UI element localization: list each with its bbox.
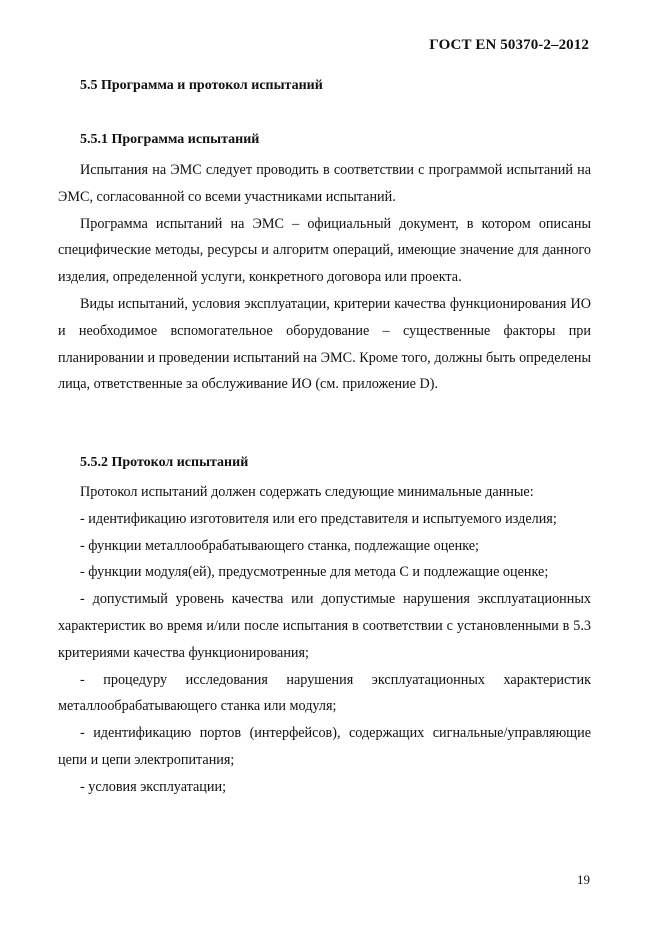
subsection-title-protocol: 5.5.2 Протокол испытаний [80, 455, 249, 470]
list-item: - допустимый уровень качества или допустимые нарушения эксплуатационных характеристик во время и/или после испытания в соответствии с установленными в 5.3 критериями качества функционирования; [58, 591, 591, 661]
paragraph: Программа испытаний на ЭМС – официальный документ, в котором описаны специфические методы, ресурсы и алгоритм операций, имеющие значение для данного изделия, определенной услуги, конкретного договора или проекта. [58, 215, 591, 286]
list-item: - идентификацию изготовителя или его представителя и испытуемого изделия; [80, 510, 557, 527]
list-item: - идентификацию портов (интерфейсов), содержащих сигнальные/управляющие цепи и цепи электропитания; [58, 725, 591, 768]
paragraph: Виды испытаний, условия эксплуатации, критерии качества функционирования ИО и необходимое вспомогательное оборудование – существенные факторы при планировании и проведении испытаний на ЭМС. Кроме того, должны быть определены лица, ответственные за обслуживание ИО (см. приложение D). [58, 295, 591, 393]
program-paragraphs [58, 157, 591, 398]
protocol-content [58, 479, 591, 801]
list-item: - условия эксплуатации; [80, 778, 227, 795]
section-title: 5.5 Программа и протокол испытаний [80, 78, 323, 93]
document-header-standard-id: ГОСТ EN 50370-2–2012 [429, 37, 589, 53]
list-item: - процедуру исследования нарушения эксплуатационных характеристик металлообрабатывающего станка или модуля; [58, 671, 591, 715]
page-number: 19 [577, 872, 590, 887]
paragraph: Испытания на ЭМС следует проводить в соответствии с программой испытаний на ЭМС, согласованной со всеми участниками испытаний. [58, 162, 591, 205]
list-item: - функции металлообрабатывающего станка, подлежащие оценке; [80, 537, 479, 554]
subsection-title-program: 5.5.1 Программа испытаний [80, 132, 260, 147]
list-item: - функции модуля(ей), предусмотренные для метода C и подлежащие оценке; [80, 564, 549, 581]
protocol-intro: Протокол испытаний должен содержать следующие минимальные данные: [80, 484, 534, 500]
